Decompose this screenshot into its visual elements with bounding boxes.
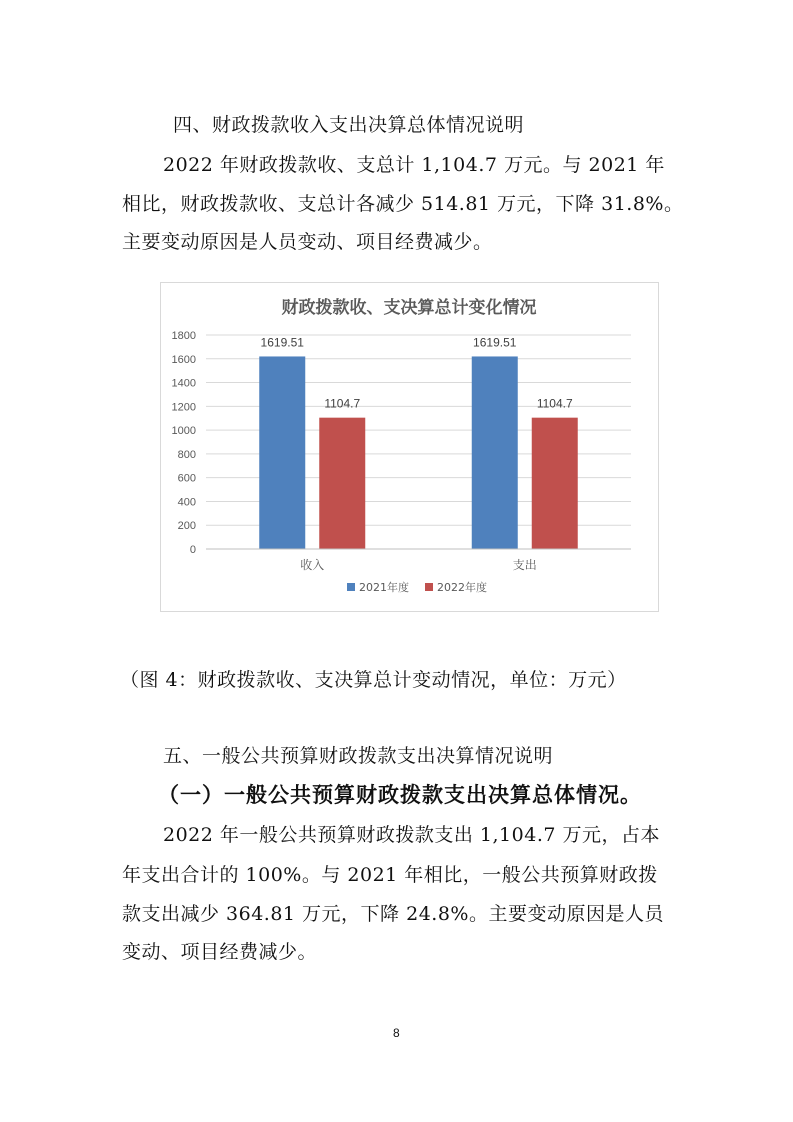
bar-0-0 [259, 356, 305, 549]
bar-1-0 [319, 418, 365, 549]
x-category-label: 收入 [300, 558, 325, 572]
section5-heading: 五、一般公共预算财政拨款支出决算情况说明 [163, 745, 554, 767]
section5-para-line-3: 款支出减少 364.81 万元，下降 24.8%。主要变动原因是人员 [122, 903, 664, 925]
figure-caption: （图 4：财政拨款收、支决算总计变动情况，单位：万元） [120, 669, 627, 691]
y-tick-label: 200 [177, 520, 196, 533]
legend-label: 2021年度 [359, 581, 409, 594]
chart-title: 财政拨款收、支决算总计变化情况 [281, 298, 537, 318]
y-tick-label: 1000 [171, 425, 196, 438]
x-category-label: 支出 [512, 558, 537, 572]
data-label: 1104.7 [536, 396, 573, 411]
legend-label: 2022年度 [437, 581, 487, 594]
legend-swatch [425, 583, 433, 591]
y-tick-label: 800 [177, 448, 196, 461]
y-tick-label: 600 [177, 472, 196, 485]
y-tick-label: 400 [177, 496, 196, 509]
chart-container [160, 282, 659, 612]
data-label: 1619.51 [473, 335, 517, 350]
y-tick-label: 1200 [171, 401, 196, 414]
page-number: 8 [393, 1026, 400, 1040]
section4-para-line-2: 相比，财政拨款收、支总计各减少 514.81 万元，下降 31.8%。 [122, 193, 684, 215]
bar-1-1 [532, 418, 578, 549]
section5-para-line-2: 年支出合计的 100%。与 2021 年相比，一般公共预算财政拨 [122, 864, 658, 886]
bar-chart [161, 283, 658, 611]
data-label: 1619.51 [260, 335, 304, 350]
section5-subheading: （一）一般公共预算财政拨款支出决算总体情况。 [158, 783, 642, 807]
section4-heading: 四、财政拨款收入支出决算总体情况说明 [173, 114, 525, 136]
y-tick-label: 1400 [171, 377, 196, 390]
bar-0-1 [472, 356, 518, 549]
section4-para-line-3: 主要变动原因是人员变动、项目经费减少。 [122, 231, 493, 253]
section5-para-line-4: 变动、项目经费减少。 [122, 941, 318, 963]
legend-swatch [347, 583, 355, 591]
y-tick-label: 1600 [171, 353, 196, 366]
y-tick-label: 1800 [171, 330, 196, 342]
section5-para-line-1: 2022 年一般公共预算财政拨款支出 1,104.7 万元，占本 [163, 824, 660, 846]
y-tick-label: 0 [189, 544, 196, 556]
section4-para-line-1: 2022 年财政拨款收、支总计 1,104.7 万元。与 2021 年 [163, 154, 665, 176]
data-label: 1104.7 [324, 396, 361, 411]
